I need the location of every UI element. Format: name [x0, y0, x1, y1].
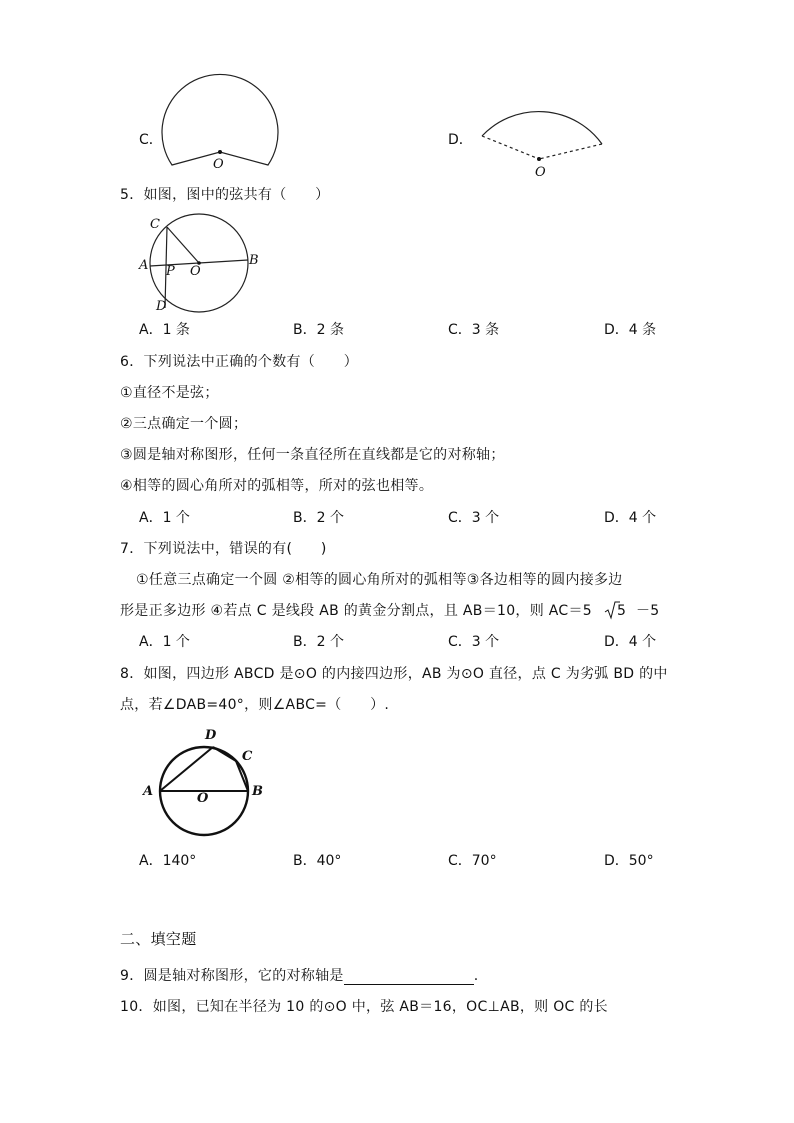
q8-label-c: C [242, 749, 253, 764]
q7-line-1: ①任意三点确定一个圆 ②相等的圆心角所对的弧相等③各边相等的圆内接多边 [136, 572, 623, 588]
q10-stem: 10．如图，已知在半径为 10 的⊙O 中，弦 AB＝16，OC⊥AB，则 OC 的长 [120, 999, 608, 1015]
q9-answer-blank[interactable] [344, 970, 474, 985]
q5-option-a[interactable]: A．1 条 [139, 322, 190, 338]
q7-line-2: 形是正多边形 ④若点 C 是线段 AB 的黄金分割点，且 AB＝10，则 AC＝5 [120, 603, 592, 619]
q7-stem: 7．下列说法中，错误的有( ) [120, 541, 327, 557]
q7-option-d[interactable]: D．4 个 [604, 634, 657, 650]
q6-option-c[interactable]: C．3 个 [448, 510, 500, 526]
q6-option-b[interactable]: B．2 个 [293, 510, 344, 526]
q6-item-1: ①直径不是弦； [120, 385, 219, 401]
q5-label-o: O [190, 264, 201, 279]
q8-label-o: O [197, 791, 209, 806]
q6-stem: 6．下列说法中正确的个数有（ ） [120, 354, 359, 370]
q5-label-p: P [166, 264, 175, 279]
q7-sqrt-radicand: 5 [617, 603, 627, 619]
q5-label-a: A [139, 258, 149, 273]
q8-option-c[interactable]: C．70° [448, 853, 497, 869]
q8-label-a: A [143, 784, 154, 799]
q5-label-d: D [156, 299, 167, 314]
q8-label-b: B [252, 784, 263, 799]
q9-end: . [473, 968, 479, 984]
q5-option-b[interactable]: B．2 条 [293, 322, 344, 338]
q8-line-2: 点，若∠DAB=40°，则∠ABC=（ ）. [120, 697, 390, 713]
q8-line-1: 8．如图，四边形 ABCD 是⊙O 的内接四边形，AB 为⊙O 直径，点 C 为劣弧 BD 的中 [120, 666, 668, 682]
q4-option-c-label[interactable]: C． [139, 132, 163, 148]
q4-c-label-o: O [213, 157, 224, 172]
q5-label-b: B [249, 253, 259, 268]
q5-option-d[interactable]: D．4 条 [604, 322, 657, 338]
q6-item-3: ③圆是轴对称图形，任何一条直径所在直线都是它的对称轴； [120, 447, 505, 463]
q6-option-d[interactable]: D．4 个 [604, 510, 657, 526]
q6-item-2: ②三点确定一个圆； [120, 416, 248, 432]
q9-line [120, 967, 478, 985]
q5-stem: 5．如图，图中的弦共有（ ） [120, 187, 330, 203]
q7-tail: －5 [636, 603, 660, 619]
q4-option-d-label[interactable]: D． [448, 132, 473, 148]
q7-option-a[interactable]: A．1 个 [139, 634, 190, 650]
q7-option-b[interactable]: B．2 个 [293, 634, 344, 650]
q8-option-b[interactable]: B．40° [293, 853, 342, 869]
q4-option-d-figure [475, 92, 610, 172]
q4-d-label-o: O [535, 165, 546, 180]
section-2-title: 二、填空题 [120, 930, 197, 948]
q8-label-d: D [205, 728, 217, 743]
q7-option-c[interactable]: C．3 个 [448, 634, 500, 650]
q9-stem: 9．圆是轴对称图形，它的对称轴是 [120, 968, 344, 984]
q6-option-a[interactable]: A．1 个 [139, 510, 190, 526]
q6-item-4: ④相等的圆心角所对的弧相等，所对的弦也相等。 [120, 478, 434, 494]
q8-option-a[interactable]: A．140° [139, 853, 197, 869]
q8-option-d[interactable]: D．50° [604, 853, 654, 869]
q5-option-c[interactable]: C．3 条 [448, 322, 500, 338]
q5-label-c: C [150, 217, 160, 232]
